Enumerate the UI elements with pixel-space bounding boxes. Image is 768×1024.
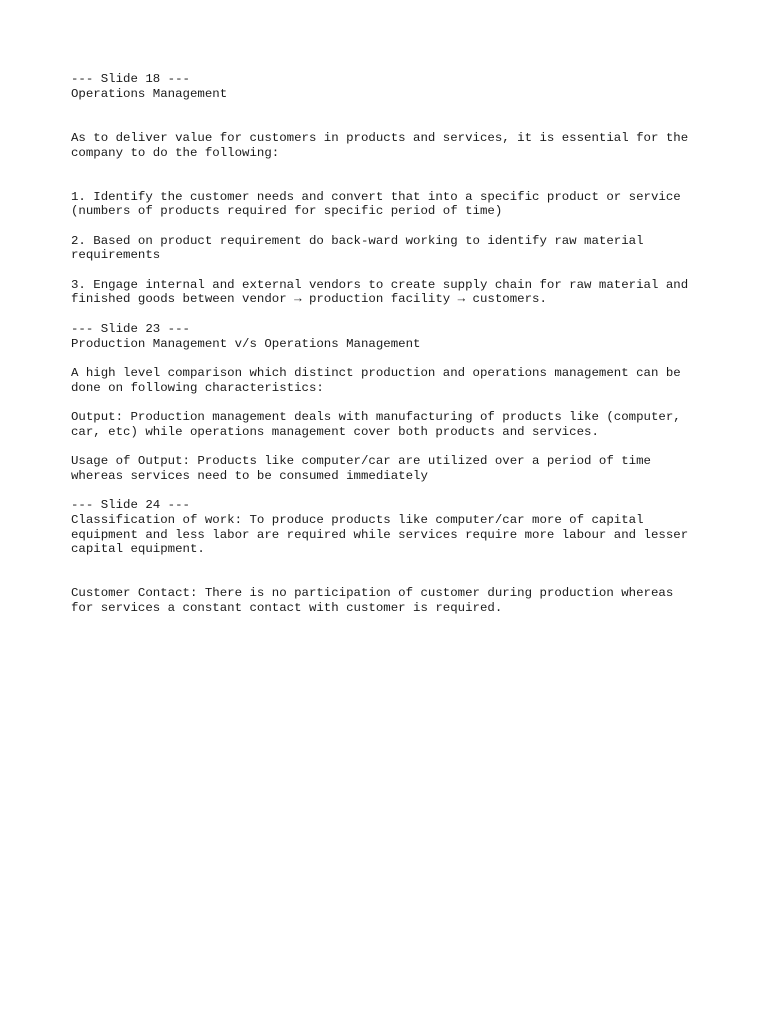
spacer [71,351,711,366]
slide-marker: --- Slide 23 --- [71,321,190,336]
text-line: Usage of Output: Products like computer/car are utilized over a period of time [71,454,651,469]
list-item-2 [71,234,711,263]
list-item-3 [71,278,711,307]
spacer [71,263,711,278]
paragraph-output [71,410,711,439]
paragraph-intro [71,366,711,395]
text-line: 2. Based on product requirement do back-ward working to identify raw material [71,233,644,248]
slide-18-section [71,72,711,307]
slide-title: Operations Management [71,86,228,101]
paragraph-contact [71,586,711,615]
text-line: A high level comparison which distinct production and operations management can be [71,365,681,380]
text-line: car, etc) while operations management cover both products and services. [71,424,599,439]
text-line: whereas services need to be consumed immediately [71,468,428,483]
list-item-1 [71,190,711,219]
spacer [71,484,711,499]
slide-23-section [71,322,711,484]
text-line: 1. Identify the customer needs and convert that into a specific product or service [71,189,681,204]
text-line: company to do the following: [71,145,280,160]
spacer [71,101,711,130]
text-line: Output: Production management deals with manufacturing of products like (computer, [71,410,681,425]
spacer [71,307,711,322]
spacer [71,395,711,410]
text-line: done on following characteristics: [71,380,324,395]
text-line: requirements [71,248,161,263]
slide-24-section [71,498,711,616]
text-line: for services a constant contact with customer is required. [71,601,503,616]
text-line: As to deliver value for customers in products and services, it is essential for the [71,130,689,145]
spacer [71,557,711,586]
text-line: Classification of work: To produce products like computer/car more of capital [71,512,644,527]
text-line: Customer Contact: There is no participation of customer during production whereas [71,586,674,601]
text-line: finished goods between vendor → production facility → customers. [71,292,547,307]
slide-marker: --- Slide 24 --- [71,498,190,513]
text-line: 3. Engage internal and external vendors to create supply chain for raw material and [71,277,689,292]
spacer [71,160,711,189]
text-line: equipment and less labor are required while services require more labour and lesser [71,527,689,542]
paragraph-classification [71,513,711,557]
text-line: (numbers of products required for specific period of time) [71,204,503,219]
document-body [71,72,711,616]
spacer [71,439,711,454]
paragraph-usage [71,454,711,483]
text-line: capital equipment. [71,542,205,557]
spacer [71,219,711,234]
paragraph-intro [71,131,711,160]
slide-marker: --- Slide 18 --- [71,72,190,86]
slide-title: Production Management v/s Operations Management [71,336,421,351]
